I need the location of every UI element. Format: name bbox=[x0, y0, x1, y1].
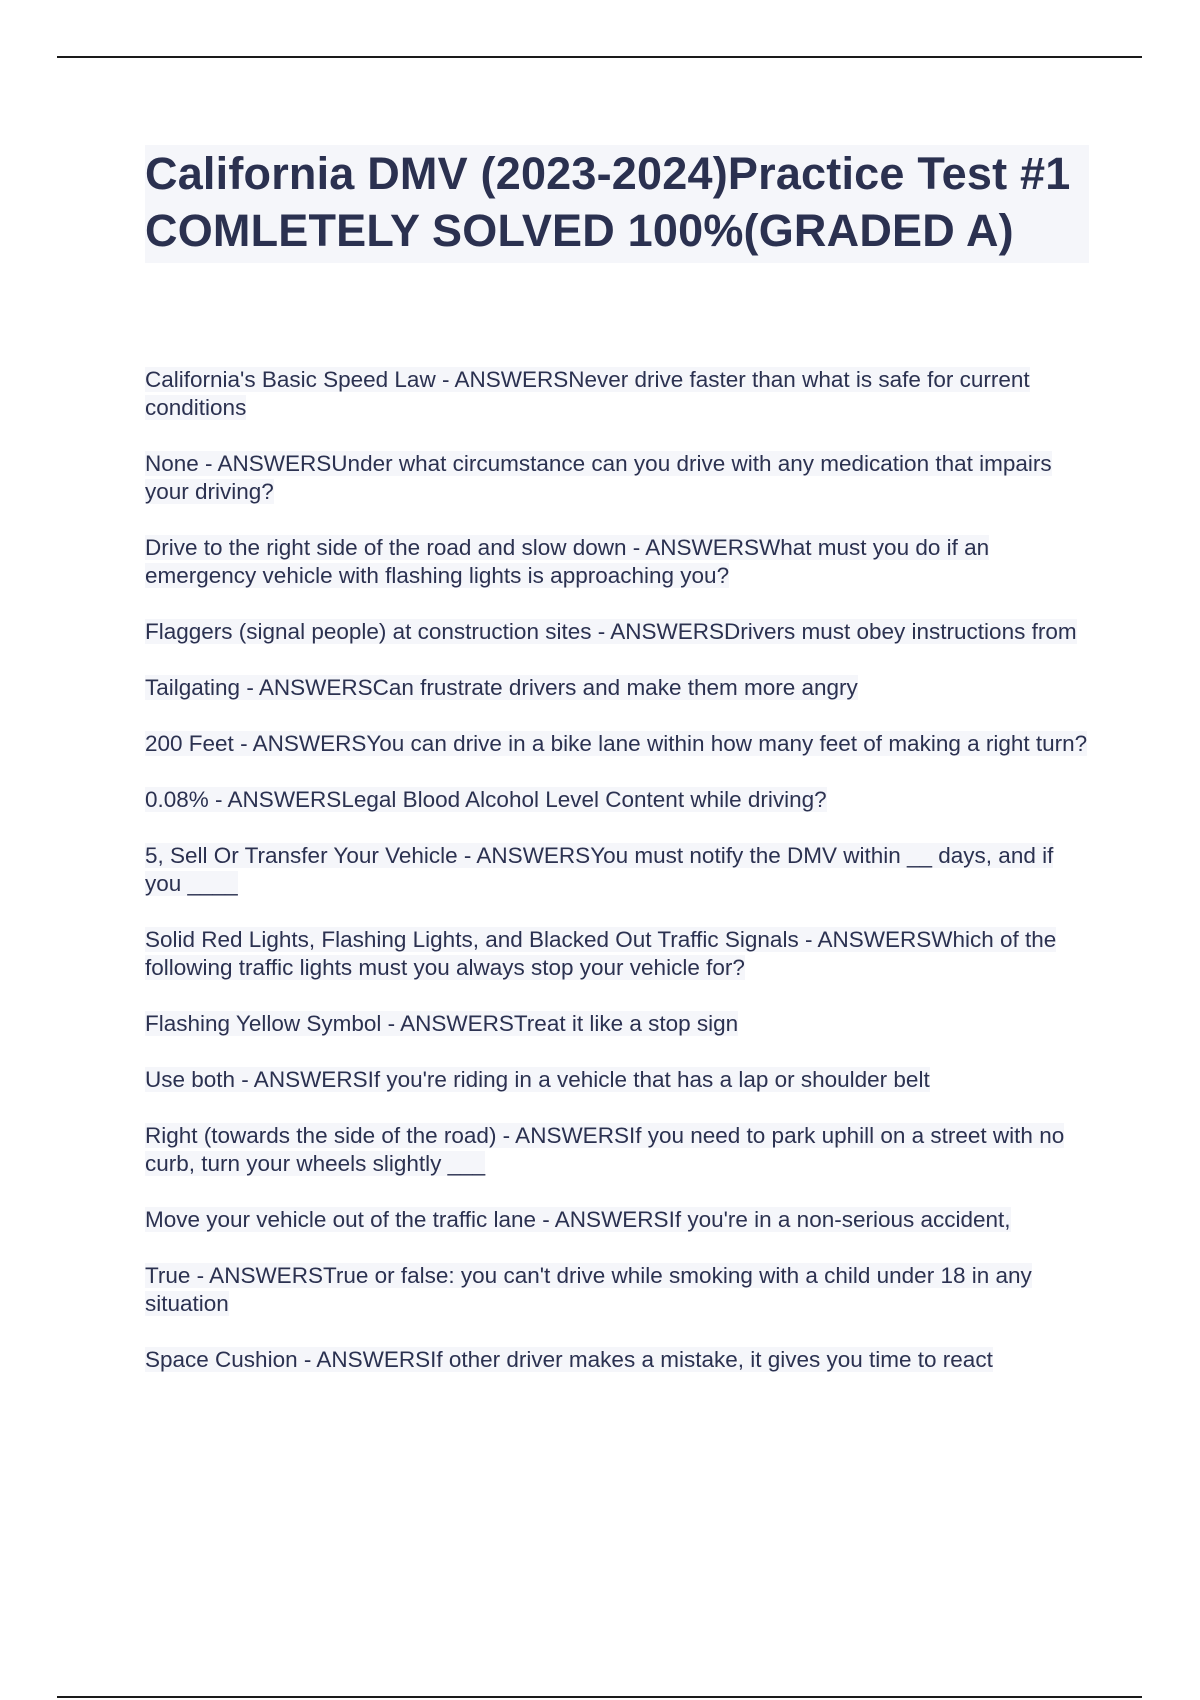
qa-item bbox=[145, 1346, 1095, 1374]
qa-item bbox=[145, 450, 1095, 506]
qa-item bbox=[145, 786, 1095, 814]
qa-item-text: True - ANSWERSTrue or false: you can't drive while smoking with a child under 18 in any situation bbox=[145, 1263, 1032, 1316]
qa-item bbox=[145, 674, 1095, 702]
qa-item bbox=[145, 1262, 1095, 1318]
qa-item bbox=[145, 1010, 1095, 1038]
qa-item-text: California's Basic Speed Law - ANSWERSNever drive faster than what is safe for current conditions bbox=[145, 367, 1030, 420]
header-rule bbox=[57, 56, 1142, 58]
qa-item-text: Drive to the right side of the road and slow down - ANSWERSWhat must you do if an emergency vehicle with flashing lights is approaching you? bbox=[145, 535, 990, 588]
qa-item-text: Right (towards the side of the road) - ANSWERSIf you need to park uphill on a street with no curb, turn your wheels slightly ___ bbox=[145, 1123, 1065, 1176]
title-block bbox=[145, 145, 1089, 263]
qa-item-text: Flaggers (signal people) at construction sites - ANSWERSDrivers must obey instructions from bbox=[145, 619, 1077, 644]
footer-rule bbox=[57, 1696, 1142, 1698]
qa-item-text: Tailgating - ANSWERSCan frustrate drivers and make them more angry bbox=[145, 675, 858, 700]
qa-item-text: Space Cushion - ANSWERSIf other driver makes a mistake, it gives you time to react bbox=[145, 1347, 993, 1372]
qa-item-text: Flashing Yellow Symbol - ANSWERSTreat it like a stop sign bbox=[145, 1011, 739, 1036]
qa-item bbox=[145, 618, 1095, 646]
qa-list bbox=[145, 366, 1095, 1402]
qa-item bbox=[145, 1122, 1095, 1178]
qa-item-text: 5, Sell Or Transfer Your Vehicle - ANSWERSYou must notify the DMV within __ days, and if you ____ bbox=[145, 843, 1054, 896]
qa-item-text: Use both - ANSWERSIf you're riding in a vehicle that has a lap or shoulder belt bbox=[145, 1067, 930, 1092]
qa-item bbox=[145, 1206, 1095, 1234]
qa-item bbox=[145, 534, 1095, 590]
qa-item bbox=[145, 842, 1095, 898]
qa-item bbox=[145, 1066, 1095, 1094]
qa-item-text: Move your vehicle out of the traffic lane - ANSWERSIf you're in a non-serious accident, bbox=[145, 1207, 1011, 1232]
qa-item-text: Solid Red Lights, Flashing Lights, and Blacked Out Traffic Signals - ANSWERSWhich of the following traffic lights must you always stop your vehicle for? bbox=[145, 927, 1057, 980]
qa-item bbox=[145, 730, 1095, 758]
qa-item-text: None - ANSWERSUnder what circumstance can you drive with any medication that impairs your driving? bbox=[145, 451, 1052, 504]
qa-item bbox=[145, 366, 1095, 422]
qa-item-text: 0.08% - ANSWERSLegal Blood Alcohol Level Content while driving? bbox=[145, 787, 827, 812]
qa-item-text: 200 Feet - ANSWERSYou can drive in a bike lane within how many feet of making a right turn? bbox=[145, 731, 1088, 756]
document-title: California DMV (2023-2024)Practice Test #1 COMLETELY SOLVED 100%(GRADED A) bbox=[145, 148, 1071, 256]
qa-item bbox=[145, 926, 1095, 982]
